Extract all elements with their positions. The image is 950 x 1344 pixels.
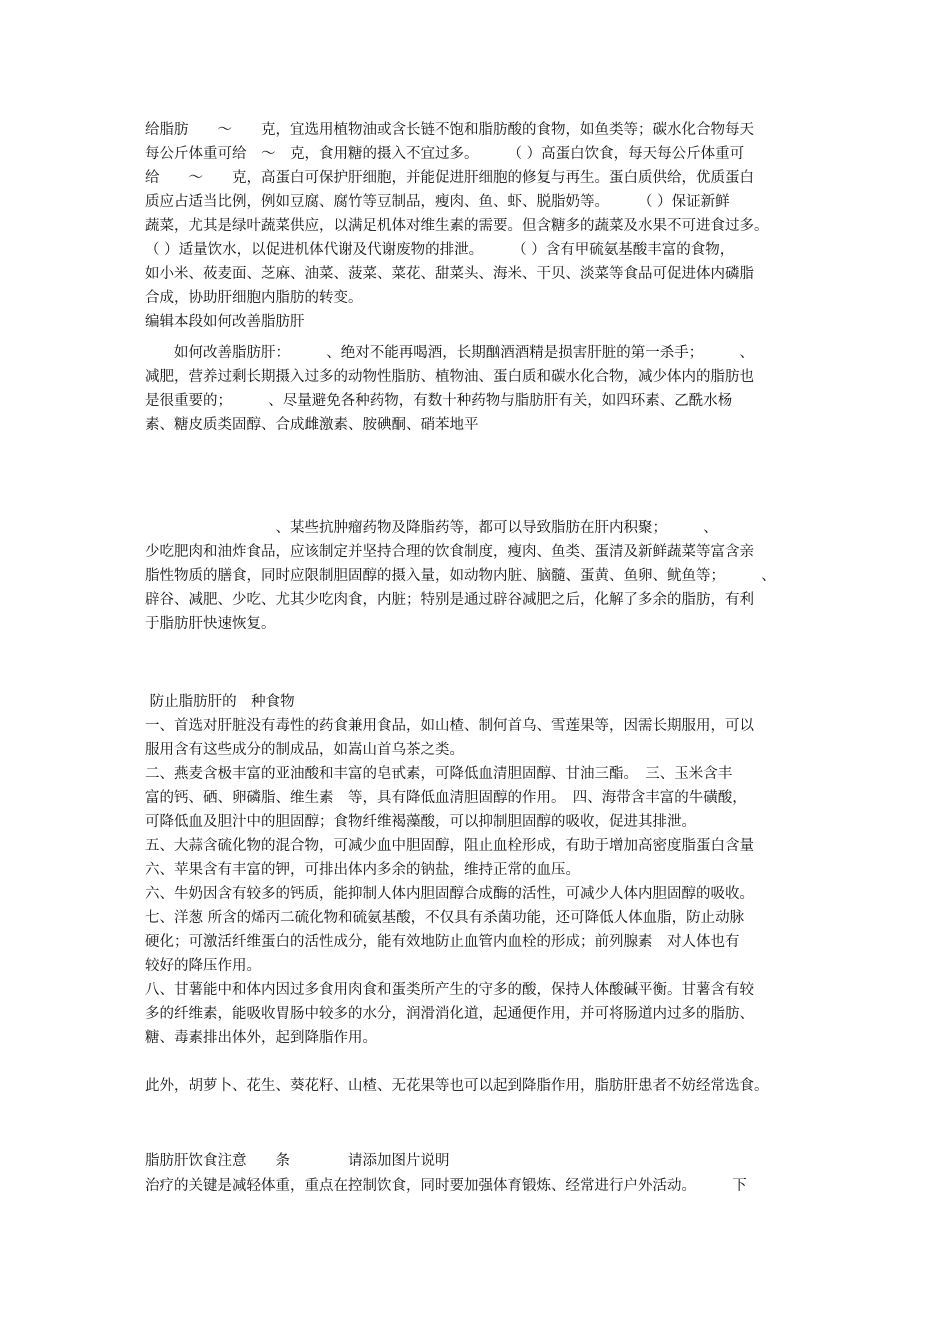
text-line: 硬化；可激活纤维蛋白的活性成分，能有效地防止血管内血栓的形成；前列腺素 对人体也有 xyxy=(145,934,740,950)
text-line: 给 ～ 克，高蛋白可保护肝细胞，并能促进肝细胞的修复与再生。蛋白质供给，优质蛋白 xyxy=(145,170,754,186)
text-line: 如小米、莜麦面、芝麻、油菜、菠菜、菜花、甜菜头、海米、干贝、淡菜等食品可促进体内磷脂 xyxy=(145,266,754,282)
text-line: 减肥，营养过剩长期摄入过多的动物性脂肪、植物油、蛋白质和碳水化合物，减少体内的脂肪也 xyxy=(145,369,754,385)
text-line: 较好的降压作用。 xyxy=(145,958,261,974)
text-line: 给脂肪 ～ 克，宜选用植物油或含长链不饱和脂肪酸的食物，如鱼类等；碳水化合物每天 xyxy=(145,122,754,138)
text-line: 如何改善脂肪肝： 、绝对不能再喝酒，长期酗酒酒精是损害肝脏的第一杀手； 、 xyxy=(145,345,754,361)
text-line: 治疗的关键是减轻体重，重点在控制饮食，同时要加强体育锻炼、经常进行户外活动。 下 xyxy=(145,1178,747,1194)
text-line: 素、糖皮质类固醇、合成雌激素、胺碘酮、硝苯地平 xyxy=(145,417,479,433)
section-heading: 防止脂肪肝的 种食物 xyxy=(145,694,295,710)
text-line: 是很重要的； 、尽量避免各种药物，有数十种药物与脂肪肝有关，如四环素、乙酰水杨 xyxy=(145,393,733,409)
text-line: 蔬菜，尤其是绿叶蔬菜供应，以满足机体对维生素的需要。但含糖多的蔬菜及水果不可进食过多。 xyxy=(145,218,769,234)
text-line: 六、牛奶因含有较多的钙质，能抑制人体内胆固醇合成酶的活性，可减少人体内胆固醇的吸收。 xyxy=(145,886,754,902)
text-line: 五、大蒜含硫化物的混合物，可减少血中胆固醇，阻止血栓形成，有助于增加高密度脂蛋白含量 xyxy=(145,838,754,854)
text-line: 少吃肥肉和油炸食品，应该制定并坚持合理的饮食制度，瘦肉、鱼类、蛋清及新鲜蔬菜等富含亲 xyxy=(145,544,754,560)
text-line: 此外，胡萝卜、花生、葵花籽、山楂、无花果等也可以起到降脂作用，脂肪肝患者不妨经常选食。 xyxy=(145,1078,769,1094)
text-line: 脂性物质的膳食，同时应限制胆固醇的摄入量，如动物内脏、脑髓、蛋黄、鱼卵、鱿鱼等； 、 xyxy=(145,568,776,584)
text-line: 六、苹果含有丰富的钾，可排出体内多余的钠盐，维持正常的血压。 xyxy=(145,862,580,878)
section-heading: 编辑本段如何改善脂肪肝 xyxy=(145,314,305,330)
text-line: 合成，协助肝细胞内脂肪的转变。 xyxy=(145,290,363,306)
text-line: 服用含有这些成分的制成品，如嵩山首乌茶之类。 xyxy=(145,742,464,758)
text-line: 每公斤体重可给 ～ 克，食用糖的摄入不宜过多。 （ ）高蛋白饮食，每天每公斤体重可 xyxy=(145,146,745,162)
text-line: 质应占适当比例，例如豆腐、腐竹等豆制品，瘦肉、鱼、虾、脱脂奶等。 （ ）保证新鲜 xyxy=(145,194,730,210)
text-line: 七、洋葱 所含的烯丙二硫化物和硫氨基酸，不仅具有杀菌功能，还可降低人体血脂，防止动脉 xyxy=(145,910,745,926)
text-line: 二、燕麦含极丰富的亚油酸和丰富的皂甙素，可降低血清胆固醇、甘油三酯。 三、玉米含丰 xyxy=(145,766,733,782)
text-line: 可降低血及胆汁中的胆固醇；食物纤维褐藻酸，可以抑制胆固醇的吸收，促进其排泄。 xyxy=(145,814,696,830)
text-line: 糖、毒素排出体外，起到降脂作用。 xyxy=(145,1030,377,1046)
text-line: 一、首选对肝脏没有毒性的药食兼用食品，如山楂、制何首乌、雪莲果等，因需长期服用，可以 xyxy=(145,718,754,734)
text-line: 多的纤维素，能吸收胃肠中较多的水分，润滑消化道，起通便作用，并可将肠道内过多的脂肪、 xyxy=(145,1006,754,1022)
text-line: 八、甘薯能中和体内因过多食用肉食和蛋类所产生的守多的酸，保持人体酸碱平衡。甘薯含有较 xyxy=(145,982,754,998)
text-line: 、某些抗肿瘤药物及降脂药等，都可以导致脂肪在肝内积聚； 、 xyxy=(145,520,718,536)
text-line: 辟谷、减肥、少吃、尤其少吃肉食，内脏；特别是通过辟谷减肥之后，化解了多余的脂肪，有利 xyxy=(145,592,754,608)
text-line: 于脂肪肝快速恢复。 xyxy=(145,616,276,632)
text-line: 富的钙、硒、卵磷脂、维生素 等，具有降低血清胆固醇的作用。 四、海带含丰富的牛磺酸， xyxy=(145,790,747,806)
section-heading: 脂肪肝饮食注意 条 请添加图片说明 xyxy=(145,1153,450,1169)
text-line: （ ）适量饮水，以促进机体代谢及代谢废物的排泄。 （ ）含有甲硫氨基酸丰富的食物， xyxy=(145,242,735,258)
